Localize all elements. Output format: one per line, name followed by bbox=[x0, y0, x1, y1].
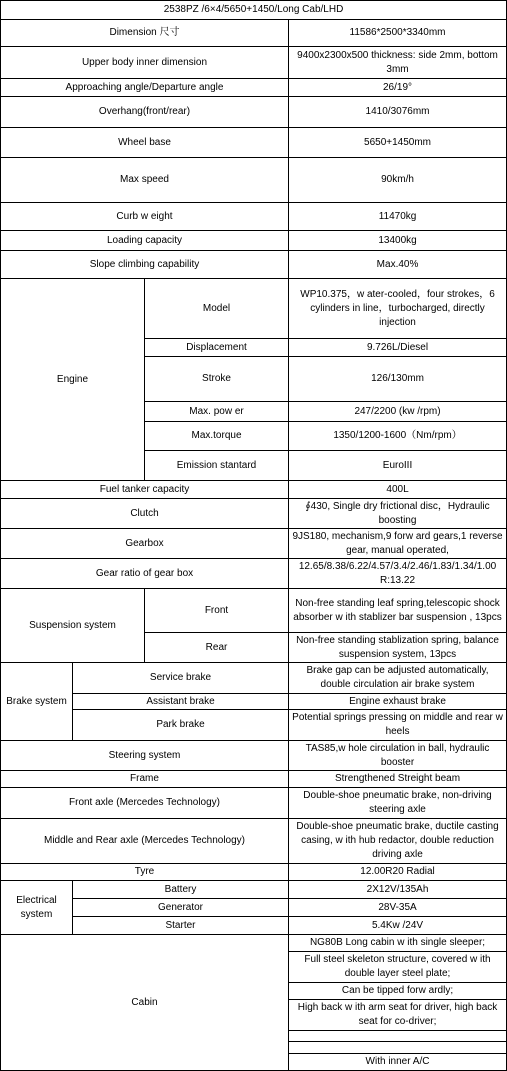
sub-value: Brake gap can be adjusted automatically, double circulation air brake system bbox=[289, 663, 507, 694]
sub-label: Assistant brake bbox=[73, 694, 289, 710]
group-label-electrical: Electrical system bbox=[1, 881, 73, 935]
row-label: Overhang(front/rear) bbox=[1, 97, 289, 128]
row-value: ∮430, Single dry frictional disc，Hydraulic boosting bbox=[289, 499, 507, 529]
row-value: 13400kg bbox=[289, 231, 507, 251]
table-row bbox=[1, 158, 507, 203]
row-label: Tyre bbox=[1, 864, 289, 881]
group-label-suspension: Suspension system bbox=[1, 589, 145, 663]
sub-label: Displacement bbox=[145, 339, 289, 357]
row-value: 11586*2500*3340mm bbox=[289, 20, 507, 47]
table-row bbox=[1, 97, 507, 128]
sub-label: Starter bbox=[73, 917, 289, 935]
table-row bbox=[1, 771, 507, 788]
row-label: Dimension 尺寸 bbox=[1, 20, 289, 47]
row-value: Strengthened Streight beam bbox=[289, 771, 507, 788]
row-label: Fuel tanker capacity bbox=[1, 481, 289, 499]
row-value: TAS85,w hole circulation in ball, hydraulic booster bbox=[289, 741, 507, 771]
row-label: Steering system bbox=[1, 741, 289, 771]
sub-label: Park brake bbox=[73, 710, 289, 741]
row-value: 11470kg bbox=[289, 203, 507, 231]
row-label: Gearbox bbox=[1, 529, 289, 559]
row-value: 26/19° bbox=[289, 79, 507, 97]
row-label: Front axle (Mercedes Technology) bbox=[1, 788, 289, 819]
table-row bbox=[1, 741, 507, 771]
sub-label: Emission stantard bbox=[145, 451, 289, 481]
row-value: Max.40% bbox=[289, 251, 507, 279]
table-row bbox=[1, 710, 507, 741]
row-value: Double-shoe pneumatic brake, non-driving steering axle bbox=[289, 788, 507, 819]
sub-label: Front bbox=[145, 589, 289, 633]
cabin-item: With inner A/C bbox=[289, 1054, 507, 1071]
row-value: Double-shoe pneumatic brake, ductile casting casing, w ith hub redactor, double reduction driving axle bbox=[289, 819, 507, 864]
row-label: Wheel base bbox=[1, 128, 289, 158]
row-label: Clutch bbox=[1, 499, 289, 529]
row-label: Frame bbox=[1, 771, 289, 788]
sub-label: Rear bbox=[145, 633, 289, 663]
table-row bbox=[1, 203, 507, 231]
sub-value: Potential springs pressing on middle and rear w heels bbox=[289, 710, 507, 741]
sub-value: 1350/1200-1600（Nm/rpm） bbox=[289, 422, 507, 451]
table-row bbox=[1, 917, 507, 935]
sub-value: EuroIII bbox=[289, 451, 507, 481]
sub-label: Service brake bbox=[73, 663, 289, 694]
cabin-item: Can be tipped forw ardly; bbox=[289, 983, 507, 1000]
table-row bbox=[1, 663, 507, 694]
table-row bbox=[1, 128, 507, 158]
table-row bbox=[1, 899, 507, 917]
table-row bbox=[1, 881, 507, 899]
table-row bbox=[1, 20, 507, 47]
table-row bbox=[1, 589, 507, 633]
group-label-brake: Brake system bbox=[1, 663, 73, 741]
table-row bbox=[1, 788, 507, 819]
row-value: 12.00R20 Radial bbox=[289, 864, 507, 881]
group-label-cabin: Cabin bbox=[1, 935, 289, 1071]
sub-value: 126/130mm bbox=[289, 357, 507, 402]
cabin-item-empty bbox=[289, 1042, 507, 1054]
title-row bbox=[1, 1, 507, 20]
sub-label: Model bbox=[145, 279, 289, 339]
table-row bbox=[1, 279, 507, 339]
table-row bbox=[1, 47, 507, 79]
table-row bbox=[1, 231, 507, 251]
table-row bbox=[1, 251, 507, 279]
row-label: Slope climbing capability bbox=[1, 251, 289, 279]
table-row bbox=[1, 481, 507, 499]
row-value: 9400x2300x500 thickness: side 2mm, bottom 3mm bbox=[289, 47, 507, 79]
cabin-item: NG80B Long cabin w ith single sleeper; bbox=[289, 935, 507, 952]
sub-value: 247/2200 (kw /rpm) bbox=[289, 402, 507, 422]
row-label: Upper body inner dimension bbox=[1, 47, 289, 79]
sub-value: 28V-35A bbox=[289, 899, 507, 917]
sub-label: Max.torque bbox=[145, 422, 289, 451]
table-row bbox=[1, 819, 507, 864]
sub-label: Max. pow er bbox=[145, 402, 289, 422]
sub-label: Stroke bbox=[145, 357, 289, 402]
group-label-engine: Engine bbox=[1, 279, 145, 481]
sub-label: Generator bbox=[73, 899, 289, 917]
cabin-item-empty bbox=[289, 1031, 507, 1042]
row-label: Middle and Rear axle (Mercedes Technology) bbox=[1, 819, 289, 864]
sub-value: Engine exhaust brake bbox=[289, 694, 507, 710]
sub-value: 2X12V/135Ah bbox=[289, 881, 507, 899]
table-title: 2538PZ /6×4/5650+1450/Long Cab/LHD bbox=[1, 1, 507, 20]
row-label: Gear ratio of gear box bbox=[1, 559, 289, 589]
table-row bbox=[1, 864, 507, 881]
sub-label: Battery bbox=[73, 881, 289, 899]
row-value: 9JS180, mechanism,9 forw ard gears,1 reverse gear, manual operated, bbox=[289, 529, 507, 559]
row-label: Approaching angle/Departure angle bbox=[1, 79, 289, 97]
row-value: 90km/h bbox=[289, 158, 507, 203]
table-row bbox=[1, 559, 507, 589]
row-label: Loading capacity bbox=[1, 231, 289, 251]
table-row bbox=[1, 935, 507, 952]
row-value: 5650+1450mm bbox=[289, 128, 507, 158]
row-value: 400L bbox=[289, 481, 507, 499]
row-label: Max speed bbox=[1, 158, 289, 203]
sub-value: 5.4Kw /24V bbox=[289, 917, 507, 935]
cabin-item: High back w ith arm seat for driver, high back seat for co-driver; bbox=[289, 1000, 507, 1031]
sub-value: WP10.375，w ater-cooled，four strokes，6 cylinders in line，turbocharged, directly injection bbox=[289, 279, 507, 339]
table-row bbox=[1, 694, 507, 710]
sub-value: Non-free standing stablization spring, balance suspension system, 13pcs bbox=[289, 633, 507, 663]
table-row bbox=[1, 529, 507, 559]
row-value: 12.65/8.38/6.22/4.57/3.4/2.46/1.83/1.34/1.00 R:13.22 bbox=[289, 559, 507, 589]
cabin-item: Full steel skeleton structure, covered w ith double layer steel plate; bbox=[289, 952, 507, 983]
row-label: Curb w eight bbox=[1, 203, 289, 231]
table-row bbox=[1, 79, 507, 97]
row-value: 1410/3076mm bbox=[289, 97, 507, 128]
sub-value: 9.726L/Diesel bbox=[289, 339, 507, 357]
table-row bbox=[1, 499, 507, 529]
sub-value: Non-free standing leaf spring,telescopic shock absorber w ith stablizer bar suspension , 13pcs bbox=[289, 589, 507, 633]
